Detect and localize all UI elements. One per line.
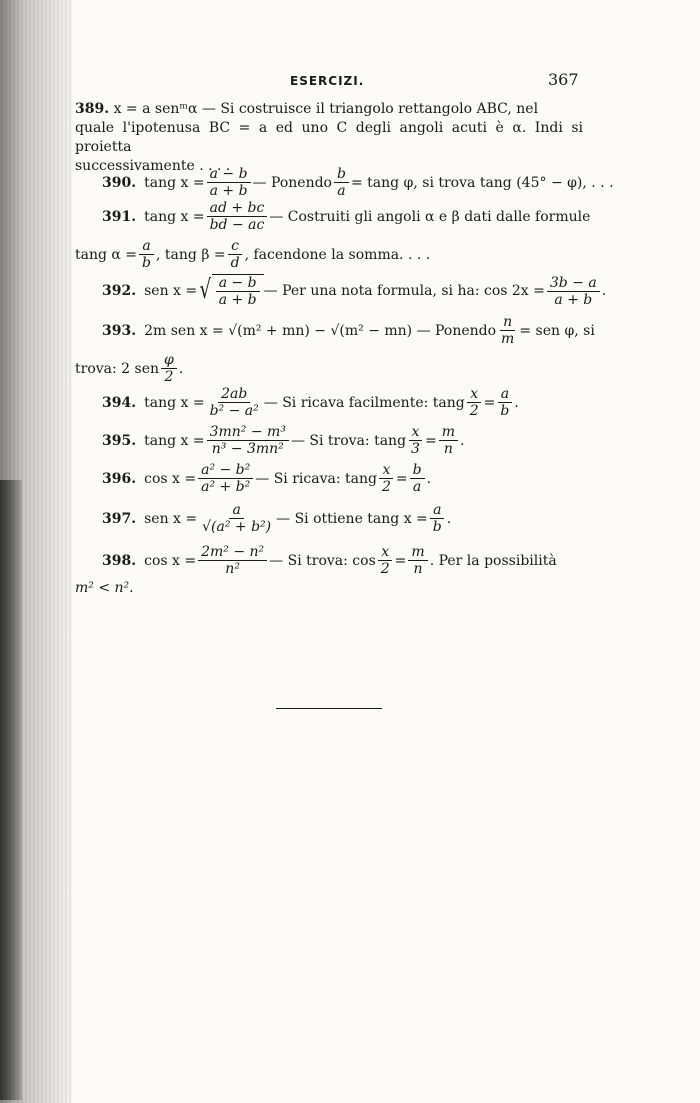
fraction — [408, 544, 427, 577]
exercise-393 — [102, 314, 595, 347]
lhs: cos x = — [144, 470, 197, 487]
denominator: a + b — [218, 292, 257, 308]
page-number: 367 — [548, 70, 579, 89]
fraction — [378, 544, 393, 577]
numerator: x — [379, 462, 393, 479]
denominator: 2 — [164, 369, 174, 385]
fraction — [207, 200, 268, 233]
text: — Ponendo — [252, 174, 332, 191]
numerator: 2m² − n² — [198, 544, 267, 561]
text: — Si ricava: tang — [255, 470, 377, 487]
fraction — [467, 386, 482, 419]
lhs: 2m sen x = √(m² + mn) − √(m² − mn) — Ponendo — [144, 322, 497, 339]
text: . — [601, 283, 607, 299]
exercise-390 — [102, 166, 614, 199]
numerator: m — [439, 424, 458, 441]
text: m² < n². — [75, 580, 134, 596]
numerator: a − b — [207, 166, 251, 183]
text: trova: 2 sen — [75, 360, 160, 377]
denominator: n — [443, 441, 453, 457]
text: = sen φ, si — [519, 322, 595, 339]
binding-edge — [0, 480, 22, 1100]
exercise-391-line2 — [75, 238, 585, 271]
numerator: 3b − a — [547, 275, 600, 292]
denominator: b — [500, 403, 510, 419]
exercise-393-line2 — [75, 352, 585, 385]
denominator: 2 — [380, 561, 390, 577]
numerator: c — [228, 238, 242, 255]
fraction — [497, 386, 512, 419]
exercise-number: 395. — [102, 432, 137, 449]
exercise-389-text: x = a senᵐα — Si costruisce il triangolo rettangolo ABC, nel — [113, 101, 539, 117]
numerator: a² − b² — [198, 462, 253, 479]
denominator: n — [413, 561, 423, 577]
exercise-number: 391. — [102, 208, 137, 225]
exercise-394 — [102, 386, 587, 419]
text: tang α = — [75, 246, 138, 263]
text: — Si trova: tang — [290, 432, 407, 449]
denominator: n² — [225, 561, 240, 577]
fraction — [207, 424, 289, 457]
text: = — [395, 470, 408, 487]
section-divider — [276, 708, 382, 709]
denominator: a + b — [209, 183, 248, 199]
denominator: a + b — [554, 291, 593, 308]
exercise-392 — [102, 274, 607, 308]
numerator: a — [139, 238, 153, 255]
denominator: a — [337, 183, 346, 199]
fraction — [198, 544, 267, 577]
denominator: 3 — [411, 441, 420, 457]
denominator: b² − a² — [209, 403, 259, 419]
denominator: √(a² + b²) — [202, 519, 272, 535]
numerator: ad + bc — [207, 200, 268, 217]
fraction — [379, 462, 394, 495]
exercise-number: 394. — [102, 394, 137, 411]
numerator: φ — [161, 352, 177, 369]
lhs: tang x = — [144, 174, 205, 191]
numerator: a — [430, 502, 444, 519]
numerator: a — [229, 502, 243, 519]
exercise-number: 398. — [102, 552, 137, 569]
exercise-389-line2: quale l'ipotenusa BC = a ed uno C degli angoli acuti è α. Indi si proietta — [75, 120, 583, 155]
denominator: d — [230, 255, 240, 271]
denominator: bd − ac — [209, 217, 265, 233]
text: — Si trova: cos — [269, 552, 376, 569]
fraction — [228, 238, 243, 271]
lhs: tang x = — [144, 432, 205, 449]
text: . Per la possibilità — [429, 552, 557, 569]
text: = — [424, 432, 437, 449]
numerator: 3mn² − m³ — [207, 424, 289, 441]
fraction — [207, 386, 262, 419]
exercise-396 — [102, 462, 587, 495]
numerator: x — [409, 424, 423, 441]
text: — Per una nota formula, si ha: cos 2x = — [263, 283, 545, 299]
fraction — [439, 424, 458, 457]
radical-sign-icon: √ — [199, 275, 212, 305]
numerator: b — [334, 166, 349, 183]
fraction — [430, 502, 445, 535]
text: = tang φ, si trova tang (45° − φ), . . . — [350, 174, 614, 191]
text: — Costruiti gli angoli α e β dati dalle formule — [269, 208, 591, 225]
denominator: a² + b² — [201, 479, 251, 495]
numerator: x — [467, 386, 481, 403]
exercise-391 — [102, 200, 591, 233]
running-head: ESERCIZI. — [290, 74, 365, 88]
fraction — [207, 166, 251, 199]
exercise-397 — [102, 502, 587, 535]
exercise-number: 390. — [102, 174, 137, 191]
fraction — [410, 462, 425, 495]
text: . — [459, 432, 465, 449]
denominator: b — [142, 255, 152, 271]
exercise-number: 392. — [102, 283, 137, 299]
text: , tang β = — [156, 246, 226, 263]
fraction — [334, 166, 349, 199]
text: , facendone la somma. . . . — [244, 246, 431, 263]
denominator: n³ − 3mn² — [211, 441, 284, 457]
fraction — [547, 275, 600, 308]
numerator: a − b — [216, 275, 260, 292]
numerator: b — [410, 462, 425, 479]
lhs: tang x = — [144, 394, 205, 411]
exercise-number: 396. — [102, 470, 137, 487]
fraction — [498, 314, 517, 347]
lhs: tang x = — [144, 208, 205, 225]
exercise-395 — [102, 424, 587, 457]
text: = — [483, 394, 496, 411]
numerator: n — [500, 314, 515, 331]
exercise-389-line1 — [75, 100, 583, 119]
lhs: cos x = — [144, 552, 197, 569]
denominator: a — [412, 479, 422, 495]
denominator: 2 — [381, 479, 391, 495]
fraction — [199, 502, 274, 535]
text: . — [514, 394, 519, 411]
exercise-389 — [75, 100, 583, 176]
numerator: a — [498, 386, 512, 403]
square-root — [197, 274, 264, 308]
exercise-number: 389. — [75, 101, 110, 117]
exercise-389-line3: successivamente . . . . — [75, 158, 231, 174]
numerator: m — [408, 544, 427, 561]
text: — Si ricava facilmente: tang — [263, 394, 465, 411]
text: = — [394, 552, 407, 569]
exercise-398-line2 — [75, 580, 585, 596]
fraction — [408, 424, 423, 457]
exercise-number: 397. — [102, 510, 137, 527]
numerator: x — [378, 544, 392, 561]
lhs: sen x = — [144, 510, 198, 527]
denominator: m — [501, 331, 515, 347]
fraction — [161, 352, 177, 385]
denominator: b — [432, 519, 442, 535]
text: . — [426, 470, 432, 487]
fraction — [139, 238, 154, 271]
fraction — [198, 462, 253, 495]
text: — Si ottiene tang x = — [276, 510, 428, 527]
lhs: sen x = — [144, 283, 198, 299]
text: . — [178, 360, 184, 377]
denominator: 2 — [469, 403, 479, 419]
exercise-398 — [102, 544, 587, 577]
fraction — [216, 275, 260, 308]
numerator: 2ab — [218, 386, 250, 403]
text: . — [446, 510, 452, 527]
exercise-number: 393. — [102, 322, 137, 339]
